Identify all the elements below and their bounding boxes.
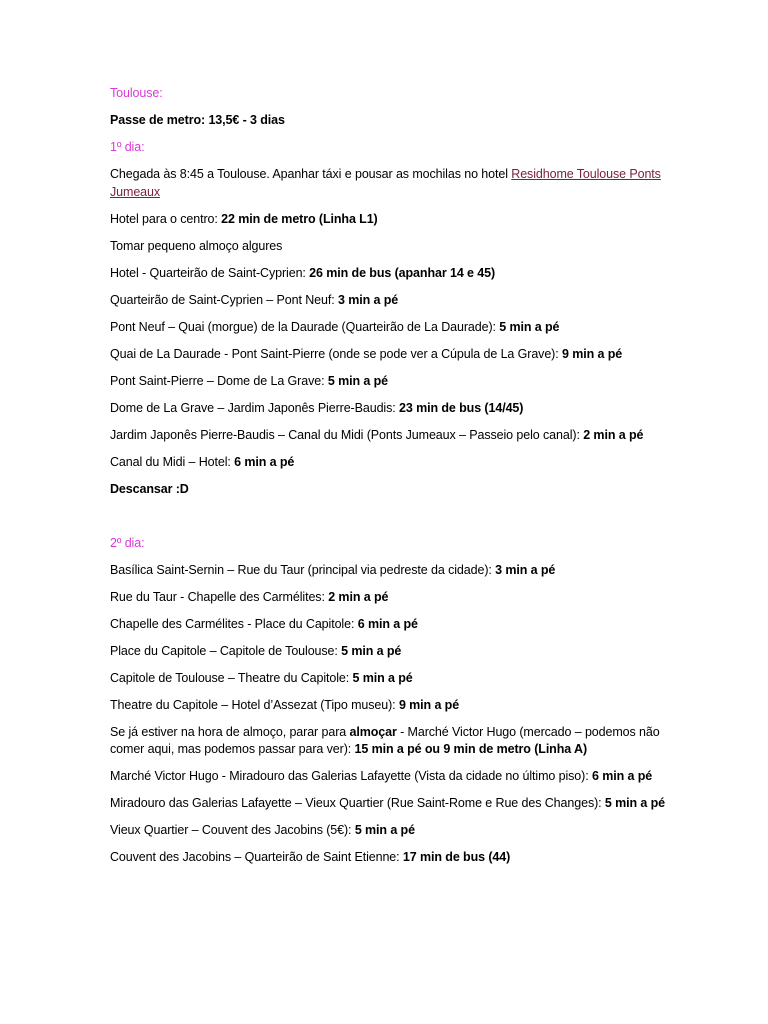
day1-line	[110, 238, 668, 256]
line-text: Basílica Saint-Sernin – Rue du Taur (principal via pedreste da cidade):	[110, 562, 496, 577]
line-duration: 6 min a pé	[357, 616, 418, 631]
lunch-pre: Se já estiver na hora de almoço, parar para	[110, 724, 350, 739]
day1-line	[110, 481, 668, 499]
line-text: Jardim Japonês Pierre-Baudis – Canal du Midi (Ponts Jumeaux – Passeio pelo canal):	[110, 427, 584, 442]
line-duration: 23 min de bus (14/45)	[399, 400, 524, 415]
line-text: Tomar pequeno almoço algures	[110, 238, 283, 253]
line-duration: 5 min a pé	[341, 643, 402, 658]
day1-line	[110, 400, 668, 418]
day1-line	[110, 211, 668, 229]
day1-line	[110, 454, 668, 472]
day2-line	[110, 562, 668, 580]
day2-lunch-line	[110, 724, 668, 759]
day1-line	[110, 373, 668, 391]
day2-line	[110, 795, 668, 813]
line-text: Marché Victor Hugo - Miradouro das Galerias Lafayette (Vista da cidade no último piso):	[110, 769, 592, 783]
lunch-bold: almoçar	[349, 724, 397, 739]
day1-heading: 1º dia:	[110, 140, 145, 154]
line-text: Hotel - Quarteirão de Saint-Cyprien:	[110, 265, 310, 280]
lunch-duration: 15 min a pé ou 9 min de metro (Linha A)	[354, 742, 588, 756]
city-heading: Toulouse:	[110, 86, 163, 100]
line-text: Quai de La Daurade - Pont Saint-Pierre (onde se pode ver a Cúpula de La Grave):	[110, 346, 562, 361]
line-duration: 2 min a pé	[328, 589, 389, 604]
line-duration: 5 min a pé	[604, 796, 666, 810]
line-duration: 5 min a pé	[352, 670, 413, 685]
line-text: Rue du Taur - Chapelle des Carmélites:	[110, 589, 329, 604]
line-text: Quarteirão de Saint-Cyprien – Pont Neuf:	[110, 292, 338, 307]
line-duration: 5 min a pé	[354, 823, 415, 837]
line-text: Dome de La Grave – Jardim Japonês Pierre-Baudis:	[110, 400, 399, 415]
line-text: Miradouro das Galerias Lafayette – Vieux Quartier (Rue Saint-Rome e Rue des Changes):	[110, 796, 605, 810]
section-spacer	[110, 508, 668, 535]
day2-line	[110, 670, 668, 688]
line-text: Chapelle des Carmélites - Place du Capitole:	[110, 616, 358, 631]
line-duration: 6 min a pé	[591, 769, 653, 783]
hotel-link[interactable]: Residhome Toulouse Ponts Jumeaux	[110, 167, 661, 199]
line-duration: 2 min a pé	[583, 427, 644, 442]
day2-line	[110, 768, 668, 786]
day1-line	[110, 346, 668, 364]
day2-line	[110, 589, 668, 607]
day1-line	[110, 265, 668, 283]
line-text: Hotel para o centro:	[110, 211, 222, 226]
line-duration: Descansar :D	[110, 481, 189, 496]
arrival-text: Chegada às 8:45 a Toulouse. Apanhar táxi e pousar as mochilas no hotel	[110, 167, 512, 181]
line-duration: 22 min de metro (Linha L1)	[221, 211, 378, 226]
day2-line	[110, 643, 668, 661]
day1-arrival	[110, 166, 668, 201]
line-duration: 9 min a pé	[398, 697, 460, 712]
line-text: Pont Neuf – Quai (morgue) de la Daurade (Quarteirão de La Daurade):	[110, 319, 500, 334]
day2-line	[110, 849, 668, 867]
day2-heading: 2º dia:	[110, 535, 145, 550]
line-text: Pont Saint-Pierre – Dome de La Grave:	[110, 373, 328, 388]
line-text: Vieux Quartier – Couvent des Jacobins (5€):	[110, 823, 355, 837]
lunch-mid: - Marché Victor Hugo (mercado – podemos não comer aqui, mas podemos passar para ver):	[110, 724, 660, 756]
line-text: Couvent des Jacobins – Quarteirão de Saint Etienne:	[110, 850, 403, 864]
day1-line	[110, 427, 668, 445]
day2-line	[110, 697, 668, 715]
day2-line	[110, 616, 668, 634]
line-text: Theatre du Capitole – Hotel d’Assezat (Tipo museu):	[110, 697, 399, 712]
line-text: Place du Capitole – Capitole de Toulouse:	[110, 643, 342, 658]
line-text: Canal du Midi – Hotel:	[110, 454, 235, 469]
line-duration: 26 min de bus (apanhar 14 e 45)	[309, 265, 496, 280]
line-duration: 3 min a pé	[337, 292, 399, 307]
day1-line	[110, 292, 668, 310]
day2-line	[110, 822, 668, 840]
line-text: Capitole de Toulouse – Theatre du Capitole:	[110, 670, 353, 685]
line-duration: 5 min a pé	[499, 319, 560, 334]
day1-line	[110, 319, 668, 337]
line-duration: 9 min a pé	[562, 346, 623, 361]
line-duration: 17 min de bus (44)	[402, 850, 511, 864]
metro-pass: Passe de metro: 13,5€ - 3 dias	[110, 113, 285, 127]
line-duration: 5 min a pé	[327, 373, 388, 388]
line-duration: 6 min a pé	[234, 454, 295, 469]
line-duration: 3 min a pé	[495, 562, 556, 577]
